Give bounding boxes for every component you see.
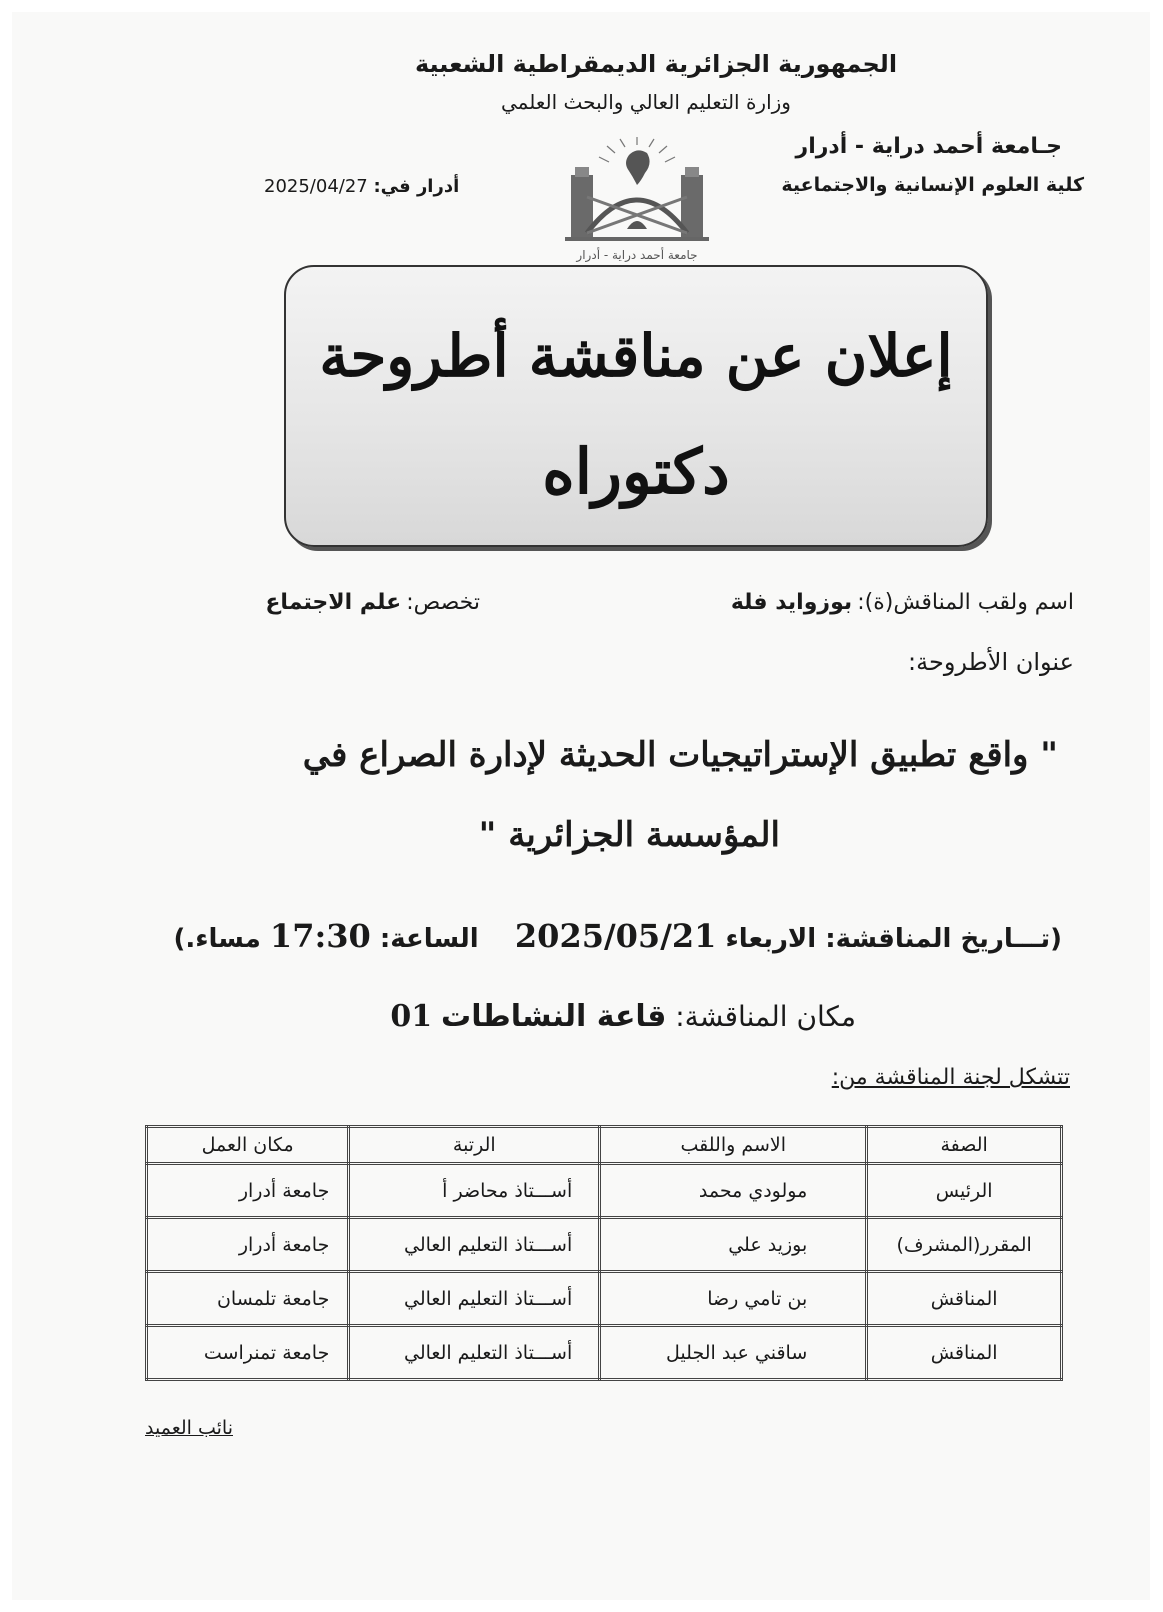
thesis-title-line2: المؤسسة الجزائرية "	[478, 815, 780, 855]
ministry-heading: وزارة التعليم العالي والبحث العلمي	[501, 90, 791, 114]
jury-workplace: جامعة أدرار	[147, 1218, 349, 1272]
university-logo	[557, 137, 717, 267]
jury-role: المناقش	[867, 1272, 1062, 1326]
header-role: الصفة	[867, 1127, 1062, 1164]
jury-name: بن تامي رضا	[600, 1272, 867, 1326]
jury-rank: أســـتاذ التعليم العالي	[349, 1218, 600, 1272]
venue-value: قاعة النشاطات	[441, 999, 667, 1034]
jury-rank: أســـتاذ التعليم العالي	[349, 1272, 600, 1326]
schedule-day: الاربعاء	[725, 924, 817, 954]
schedule-time: 17:30	[269, 917, 371, 955]
jury-table	[145, 1125, 1063, 1381]
issue-date-label: أدرار في:	[373, 176, 460, 197]
schedule-time-label: الساعة:	[379, 924, 479, 954]
jury-workplace: جامعة تمنراست	[147, 1326, 349, 1380]
jury-name: بوزيد علي	[600, 1218, 867, 1272]
schedule-open-bracket: (	[1050, 924, 1062, 954]
document-page	[12, 12, 1150, 1600]
header-name: الاسم واللقب	[600, 1127, 867, 1164]
schedule-period: مساء.	[185, 924, 261, 954]
announcement-title-line2: دكتوراه	[542, 435, 730, 508]
specialty	[265, 590, 480, 615]
specialty-label: تخصص:	[406, 590, 480, 615]
table-row	[147, 1164, 1062, 1218]
table-row	[147, 1218, 1062, 1272]
issue-date-value: 2025/04/27	[264, 176, 368, 197]
schedule-close-bracket: )	[173, 924, 186, 954]
defense-venue	[390, 999, 856, 1034]
header-workplace: مكان العمل	[147, 1127, 349, 1164]
jury-name: ساقني عبد الجليل	[600, 1326, 867, 1380]
jury-role: المناقش	[867, 1326, 1062, 1380]
jury-rank: أســـتاذ محاضر أ	[349, 1164, 600, 1218]
schedule-date: 2025/05/21	[514, 917, 717, 955]
table-row	[147, 1272, 1062, 1326]
candidate-name-value: بوزوايد فلة	[730, 590, 853, 615]
jury-workplace: جامعة تلمسان	[147, 1272, 349, 1326]
announcement-title-line1: إعلان عن مناقشة أطروحة	[319, 322, 953, 390]
signature-label: نائب العميد	[145, 1417, 233, 1439]
header-rank: الرتبة	[349, 1127, 600, 1164]
university-name: جـامعة أحمد دراية - أدرار	[795, 134, 1062, 159]
candidate-name-label: اسم ولقب المناقش(ة):	[857, 590, 1074, 615]
jury-workplace: جامعة أدرار	[147, 1164, 349, 1218]
venue-label: مكان المناقشة:	[675, 1000, 856, 1033]
jury-role: المقرر(المشرف)	[867, 1218, 1062, 1272]
schedule-date-label: تـــاريخ المناقشة:	[825, 924, 1051, 954]
thesis-title-line1: " واقع تطبيق الإستراتيجيات الحديثة لإدارة الصراع في	[302, 735, 1058, 775]
jury-rank: أســـتاذ التعليم العالي	[349, 1326, 600, 1380]
jury-name: مولودي محمد	[600, 1164, 867, 1218]
announcement-title-box	[284, 265, 988, 547]
specialty-value: علم الاجتماع	[265, 590, 402, 615]
jury-label: تتشكل لجنة المناقشة من:	[831, 1065, 1070, 1090]
defense-schedule	[173, 917, 1062, 955]
venue-number: 01	[390, 999, 433, 1034]
thesis-title-label: عنوان الأطروحة:	[908, 648, 1074, 676]
candidate-name	[731, 590, 1074, 615]
jury-role: الرئيس	[867, 1164, 1062, 1218]
jury-table-header	[147, 1127, 1062, 1164]
republic-heading: الجمهورية الجزائرية الديمقراطية الشعبية	[414, 50, 898, 78]
issue-date	[264, 176, 459, 197]
table-row	[147, 1326, 1062, 1380]
faculty-name: كلية العلوم الإنسانية والاجتماعية	[781, 174, 1084, 196]
logo-caption: جامعة أحمد دراية - أدرار	[576, 248, 698, 262]
